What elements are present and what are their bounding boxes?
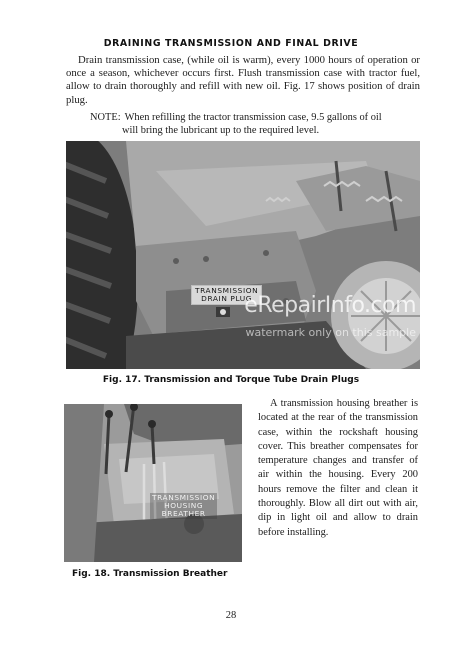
refill-note xyxy=(90,111,420,137)
breather-callout xyxy=(150,493,217,519)
note-label: NOTE: xyxy=(90,112,121,123)
note-line-1: When refilling the tractor transmission case, 9.5 gallons of oil xyxy=(124,112,382,123)
section-heading: DRAINING TRANSMISSION AND FINAL DRIVE xyxy=(103,38,359,49)
drain-instructions-paragraph: Drain transmission case, (while oil is warm), every 1000 hours of operation or once a season, whichever occurs first. Flush transmission case with tractor fuel, allow to drain thoroughly and refill with new oil. Fig. 17 shows position of drain plug. xyxy=(66,54,420,106)
callout-text-line: TRANSMISSION xyxy=(195,286,259,295)
watermark-logo: eRepairInfo.com xyxy=(244,293,416,318)
figure-17-photo xyxy=(66,141,420,369)
callout-text-line: TRANSMISSION xyxy=(152,493,216,502)
watermark-note: watermark only on this sample xyxy=(245,326,416,339)
figure-18-photo xyxy=(64,404,242,562)
figure-17-caption: Fig. 17. Transmission and Torque Tube Drain Plugs xyxy=(102,375,360,385)
rockshaft-housing-illustration xyxy=(64,404,242,562)
figure-18-caption: Fig. 18. Transmission Breather xyxy=(72,569,228,579)
callout-text-line: BREATHER xyxy=(161,509,206,518)
callout-text-line: DRAIN PLUG xyxy=(201,294,253,303)
page-number: 28 xyxy=(225,610,237,621)
callout-text-line: HOUSING xyxy=(164,501,204,510)
note-line-2: will bring the lubricant up to the required level. xyxy=(122,125,320,137)
breather-description-paragraph: A transmission housing breather is located at the rear of the transmission case, within the rockshaft housing cover. This breather compensates for temperature changes and transfer of air within the housing. Every 200 hours remove the filter and clean it thoroughly. Blow all dirt out with air, dip in light oil and allow to drain before installing. xyxy=(258,398,418,538)
